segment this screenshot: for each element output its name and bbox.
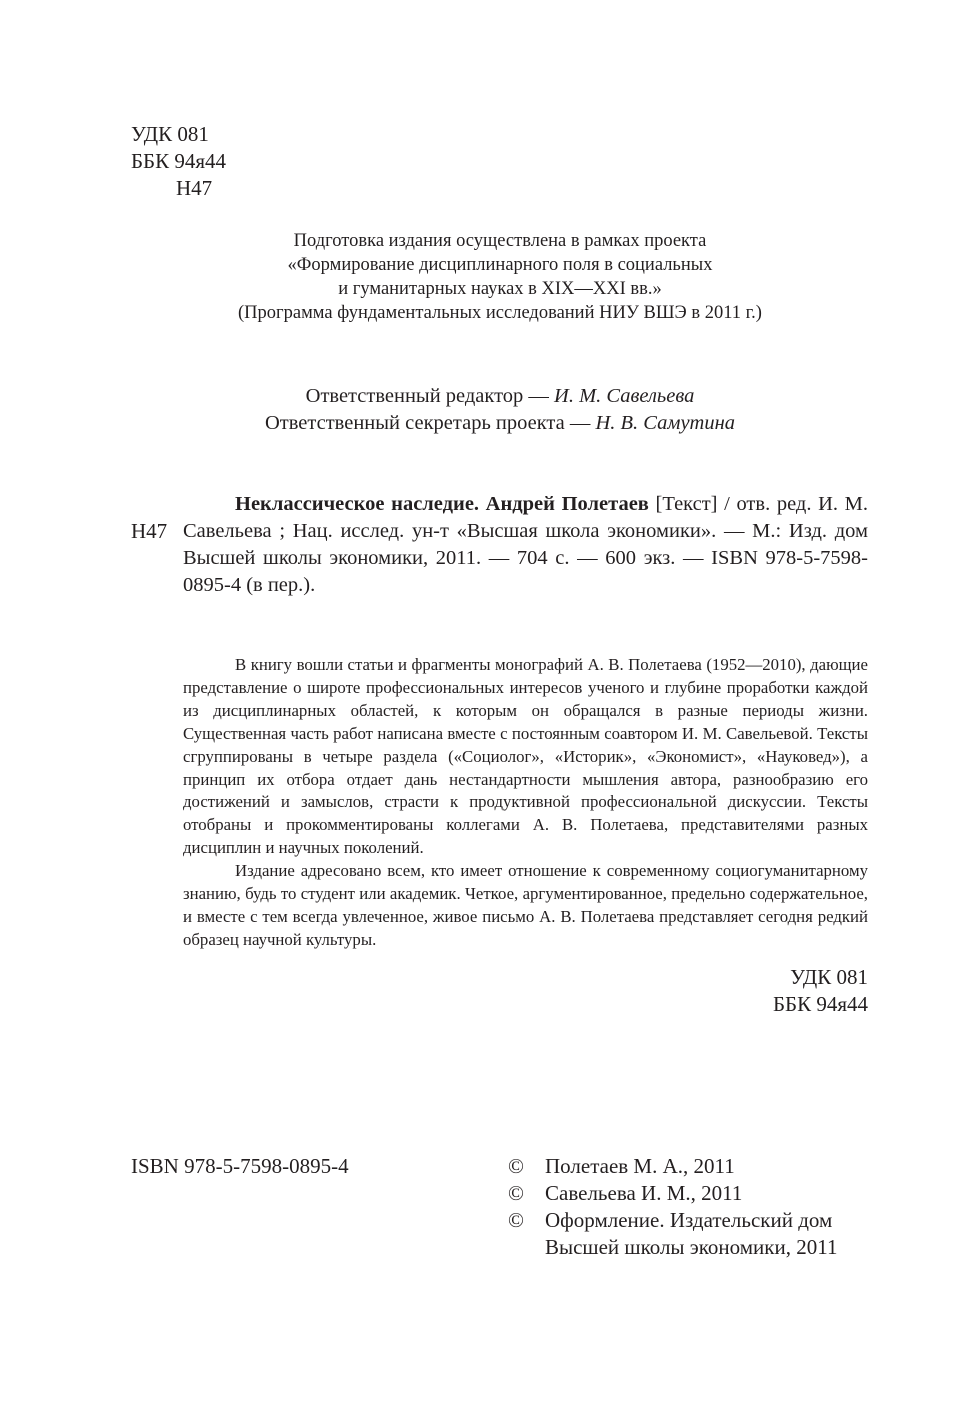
catalog-text bbox=[183, 491, 868, 599]
classification-codes-bottom bbox=[773, 964, 868, 1018]
annotation-paragraph: Издание адресовано всем, кто имеет отношение к современному социогуманитарному знанию, будь то студент или академик. Четкое, аргументированное, предельно содержательное, и вместе с тем всегда увлеченное, живое письмо А. В. Полетаева представляет сегодня редкий образец научной культуры. bbox=[183, 861, 868, 949]
copyright-row bbox=[508, 1153, 837, 1180]
copyright-holder: Оформление. Издательский дом bbox=[545, 1208, 833, 1232]
secretary-line bbox=[180, 410, 820, 437]
catalog-details: [Текст] / отв. ред. И. М. Савельева ; Нац. исслед. ун-т «Высшая школа экономики». — М.: Изд. дом Высшей школы экономики, 2011. — 704 с. — 600 экз. — ISBN 978-5-7598-0895-4 (в пер.). bbox=[183, 493, 869, 596]
copyright-row bbox=[508, 1207, 837, 1234]
copyright-holder: Савельева И. М., 2011 bbox=[545, 1181, 743, 1205]
secretary-label: Ответственный секретарь проекта — bbox=[264, 412, 596, 434]
copyright-symbol: © bbox=[508, 1208, 524, 1232]
bbk-code: ББК 94я44 bbox=[131, 149, 227, 173]
copyright-holder-continuation: Высшей школы экономики, 2011 bbox=[545, 1235, 838, 1259]
udk-code: УДК 081 bbox=[131, 122, 209, 146]
cutter-code: Н47 bbox=[176, 176, 213, 200]
copyright-row bbox=[508, 1180, 837, 1207]
annotation-paragraph: В книгу вошли статьи и фрагменты монографий А. В. Полетаева (1952—2010), дающие представление о широте профессиональных интересов ученого и глубине проработки каждой из дисциплинарных областей, к которым он обращался в разные периоды жизни. Существенная часть работ написана вместе с постоянным соавтором И. М. Савельевой. Тексты сгруппированы в четыре раздела («Социолог», «Историк», «Экономист», «Науковед»), а принцип их отбора отдает дань нестандартности мышления автора, разнообразию его достижений и замыслов, страсти к продуктивной профессиональной дискуссии. Тексты отобраны и прокомментированы коллегами А. В. Полетаева, представителями разных дисциплин и научных поколений. bbox=[183, 655, 868, 858]
catalog-cutter-code: Н47 bbox=[131, 519, 168, 543]
project-line: и гуманитарных науках в XIX—XXI вв.» bbox=[338, 279, 662, 299]
copyright-symbol: © bbox=[508, 1181, 524, 1205]
bbk-code: ББК 94я44 bbox=[772, 992, 868, 1016]
secretary-name: Н. В. Самутина bbox=[595, 412, 736, 434]
annotation bbox=[183, 654, 868, 952]
copyright-symbol: © bbox=[508, 1154, 524, 1178]
classification-codes-top bbox=[131, 121, 226, 202]
udk-code: УДК 081 bbox=[790, 965, 868, 989]
project-line: «Формирование дисциплинарного поля в социальных bbox=[287, 255, 713, 275]
isbn: ISBN 978-5-7598-0895-4 bbox=[131, 1154, 349, 1178]
copyright-holder: Полетаев М. А., 2011 bbox=[545, 1154, 735, 1178]
copyright-row bbox=[508, 1234, 837, 1261]
editor-name: И. М. Савельева bbox=[554, 385, 695, 407]
project-note bbox=[180, 229, 820, 325]
editors-block bbox=[180, 383, 820, 437]
editor-line bbox=[180, 383, 820, 410]
project-line: (Программа фундаментальных исследований НИУ ВШЭ в 2011 г.) bbox=[238, 303, 762, 323]
catalog-entry bbox=[183, 491, 868, 599]
catalog-title: Неклассическое наследие. Андрей Полетаев bbox=[235, 493, 649, 515]
editor-label: Ответственный редактор — bbox=[305, 385, 555, 407]
copyright-block bbox=[508, 1153, 837, 1261]
project-line: Подготовка издания осуществлена в рамках проекта bbox=[293, 231, 707, 251]
